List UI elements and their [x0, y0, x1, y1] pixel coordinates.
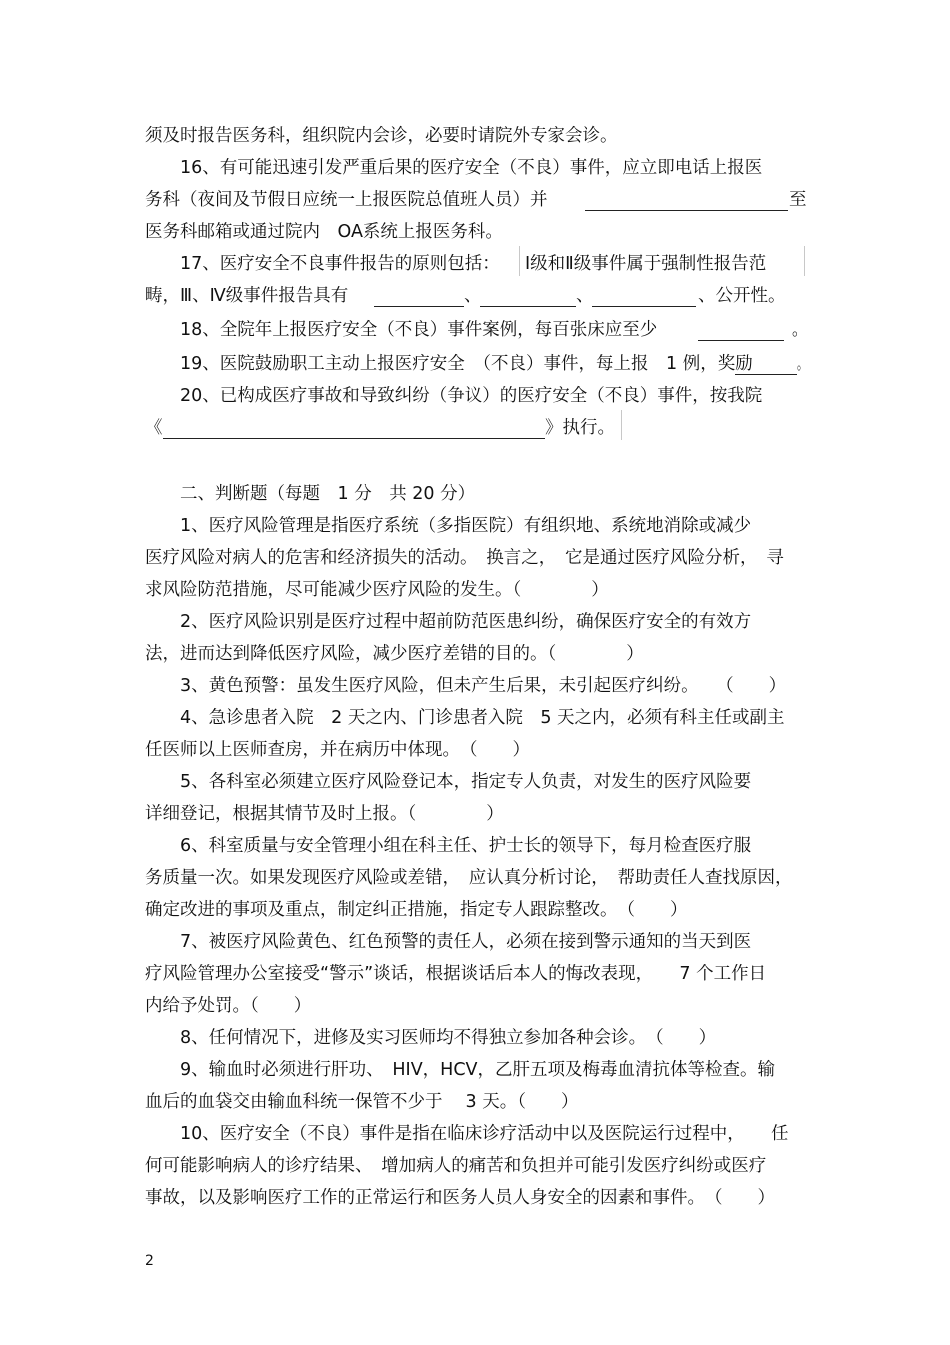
question-17-line-2: 畴，Ⅲ、Ⅳ级事件报告具有: [145, 286, 349, 306]
judge-9-line-1: 9、输血时必须进行肝功、 HIV，HCV，乙肝五项及梅毒血清抗体等检查。输: [180, 1060, 776, 1080]
judge-9-line-2: 血后的血袋交由输血科统一保管不少于 3 天。（ ）: [145, 1092, 579, 1112]
question-19-end: 。: [797, 354, 808, 374]
judge-1-line-2: 医疗风险对病人的危害和经济损失的活动。 换言之， 它是通过医疗风险分析， 寻: [145, 548, 784, 568]
fill-line-cont: 须及时报告医务科，组织院内会诊，必要时请院外专家会诊。: [145, 126, 618, 146]
judge-3: 3、黄色预警：虽发生医疗风险，但未产生后果，未引起医疗纠纷。 （ ）: [180, 676, 787, 696]
question-17-separator-1: 、: [464, 286, 482, 306]
judge-10-line-3: 事故，以及影响医疗工作的正常运行和医务人员人身安全的因素和事件。 （ ）: [145, 1188, 775, 1208]
question-17-line-1-end: Ⅰ级和Ⅱ级事件属于强制性报告范: [525, 254, 767, 274]
judge-2-line-2: 法，进而达到降低医疗风险，减少医疗差错的目的。（ ）: [145, 644, 644, 664]
judge-2-line-1: 2、医疗风险识别是医疗过程中超前防范医患纠纷，确保医疗安全的有效方: [180, 612, 752, 632]
question-20-line-1: 20、已构成医疗事故和导致纠纷（争议）的医疗安全（不良）事件，按我院: [180, 386, 763, 406]
question-18: 18、全院年上报医疗安全（不良）事件案例，每百张床应至少: [180, 320, 658, 340]
margin-bar: [519, 246, 520, 276]
question-18-end: 。: [792, 320, 808, 340]
judge-1-line-1: 1、医疗风险管理是指医疗系统（多指医院）有组织地、系统地消除或减少: [180, 516, 752, 536]
question-19: 19、医院鼓励职工主动上报医疗安全 （不良）事件，每上报 1 例，奖励: [180, 354, 753, 374]
question-16-text: 务科（夜间及节假日应统一上报医院总值班人员）并: [145, 190, 548, 210]
question-18-blank[interactable]: [698, 322, 784, 341]
judge-6-line-1: 6、科室质量与安全管理小组在科主任、护士长的领导下，每月检查医疗服: [180, 836, 752, 856]
judge-5-line-1: 5、各科室必须建立医疗风险登记本，指定专人负责，对发生的医疗风险要: [180, 772, 752, 792]
judge-4-line-2: 任医师以上医师查房，并在病历中体现。 （ ）: [145, 740, 530, 760]
judge-6-line-3: 确定改进的事项及重点，制定纠正措施，指定专人跟踪整改。 （ ）: [145, 900, 688, 920]
question-17-separator-2: 、: [576, 286, 594, 306]
question-17-line-1: 17、医疗安全不良事件报告的原则包括：: [180, 254, 500, 274]
judge-7-line-2: 疗风险管理办公室接受“警示”谈话，根据谈话后本人的悔改表现， 7 个工作日: [145, 964, 767, 984]
page-number: 2: [145, 1253, 154, 1269]
question-17-line-2-end: 、公开性。: [698, 286, 786, 306]
section-heading-judgement: 二、判断题（每题 1 分 共 20 分）: [180, 484, 476, 504]
question-20-open-bracket: 《: [145, 418, 163, 438]
question-16-blank[interactable]: [585, 192, 788, 211]
question-16-line-3: 医务科邮箱或通过院内 OA系统上报医务科。: [145, 222, 503, 242]
question-20-line-2-end: 》执行。: [545, 418, 615, 438]
judge-1-line-3: 求风险防范措施，尽可能减少医疗风险的发生。（ ）: [145, 580, 609, 600]
judge-7-line-1: 7、被医疗风险黄色、红色预警的责任人，必须在接到警示通知的当天到医: [180, 932, 752, 952]
question-19-blank[interactable]: [735, 356, 797, 375]
question-16-line-2: [145, 188, 548, 212]
question-17-blank-2[interactable]: [480, 288, 576, 307]
question-20-blank[interactable]: [163, 420, 545, 439]
judge-4-line-1: 4、急诊患者入院 2 天之内、门诊患者入院 5 天之内，必须有科主任或副主: [180, 708, 785, 728]
question-17-blank-3[interactable]: [592, 288, 696, 307]
margin-bar: [621, 410, 622, 440]
judge-6-line-2: 务质量一次。如果发现医疗风险或差错， 应认真分析讨论， 帮助责任人查找原因，: [145, 868, 793, 888]
judge-10-line-2: 何可能影响病人的诊疗结果、 增加病人的痛苦和负担并可能引发医疗纠纷或医疗: [145, 1156, 767, 1176]
margin-bar: [804, 246, 805, 276]
question-16-line-2-end: 至: [789, 190, 807, 210]
judge-5-line-2: 详细登记，根据其情节及时上报。（ ）: [145, 804, 504, 824]
judge-8: 8、任何情况下，进修及实习医师均不得独立参加各种会诊。 （ ）: [180, 1028, 717, 1048]
judge-7-line-3: 内给予处罚。（ ）: [145, 996, 312, 1016]
judge-10-line-1: 10、医疗安全（不良）事件是指在临床诊疗活动中以及医院运行过程中， 任: [180, 1124, 789, 1144]
question-16-line-1: 16、有可能迅速引发严重后果的医疗安全（不良）事件，应立即电话上报医: [180, 158, 763, 178]
question-17-blank-1[interactable]: [374, 288, 464, 307]
